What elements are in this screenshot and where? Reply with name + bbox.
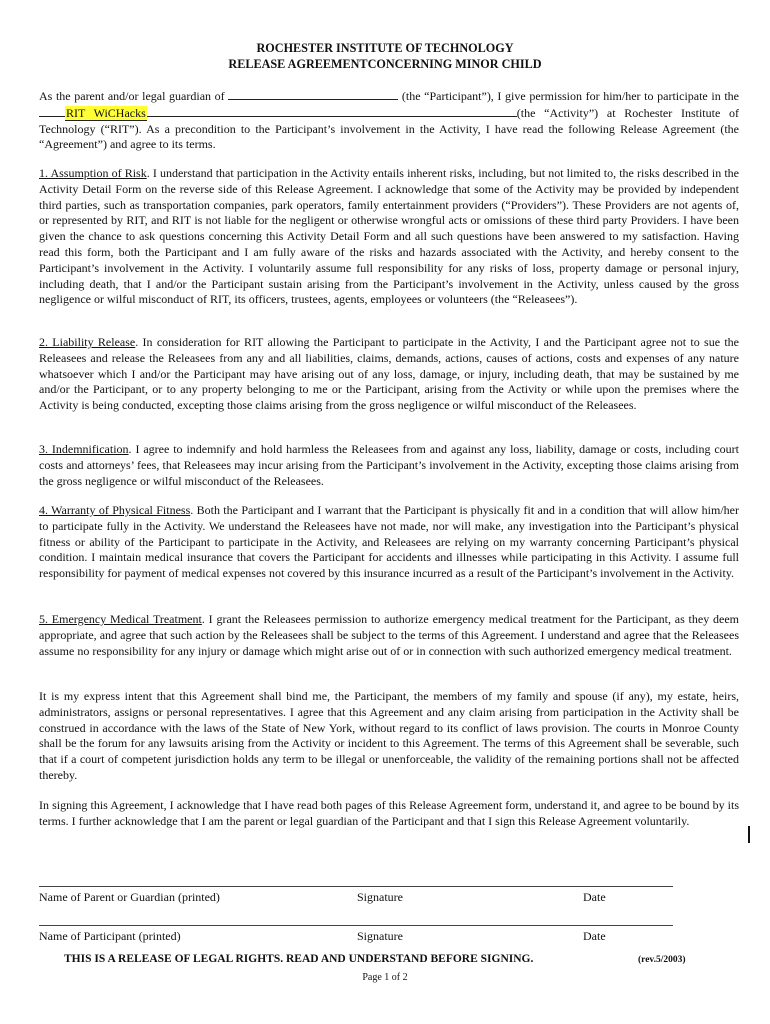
participant-signature-label: Signature (357, 929, 403, 943)
legal-notice: THIS IS A RELEASE OF LEGAL RIGHTS. READ AND UNDERSTAND BEFORE SIGNING. (64, 953, 534, 965)
intro-paragraph (39, 88, 739, 153)
section-body: . Both the Participant and I warrant that the Participant is physically fit and in a condition that will allow him/her to participate fully in the Activity. We understand the Releasees have not made, nor will make, any investigation into the Participant’s physical fitness or ability of the Participant to participate in the Activity, and Releasees are relying on my warranty concerning Participant’s physical condition. I maintain medical insurance that covers the Participant for accidents and illnesses while participating in this Activity. I assume full responsibility for payment of medical expenses not covered by this insurance incurred as a result of the Participant’s involvement in the Activity. (39, 503, 740, 581)
page-number: Page 1 of 2 (362, 972, 408, 983)
activity-name-field[interactable]: RIT WiCHacks (66, 105, 146, 120)
intro-text-a: As the parent and/or legal guardian of (39, 89, 229, 103)
institution-title: ROCHESTER INSTITUTE OF TECHNOLOGY (256, 41, 514, 55)
intent-paragraph: It is my express intent that this Agreement shall bind me, the Participant, the members of my family and spouse (if any), my estate, heirs, administrators, assigns or personal representatives. I agree that this Agreement and any claim arising from participation in the Activity shall be construed in accordance with the laws of the State of New York, without regard to its conflict of laws provision. The courts in Monroe County shall be the forum for any lawsuits arising from the Activity or incident to this Agreement. The terms of this Agreement shall be severable, such that if a court of competent jurisdiction holds any term to be illegal or unenforceable, the validity of the remaining portions shall not be affected thereby. (39, 689, 739, 782)
text-cursor (748, 826, 750, 843)
activity-field-lead (39, 105, 65, 117)
section-indemnification (39, 442, 739, 489)
parent-signature-label: Signature (357, 890, 403, 904)
participant-name-label: Name of Participant (printed) (39, 929, 181, 943)
section-heading: 5. Emergency Medical Treatment (39, 612, 202, 626)
section-emergency-medical (39, 612, 739, 659)
section-body: . I understand that participation in the Activity entails inherent risks, including, but not limited to, the risks described in the Activity Detail Form on the reverse side of this Release Agreement. I acknowledge that some of the Activity may be provided by independent third parties, such as transportation companies, park operators, family entertainment providers (“Providers”). These Providers are not agents of, or represented by RIT, and RIT is not liable for the negligent or otherwise wrongful acts or omissions of these third party Providers. I have been given the chance to ask questions concerning this Activity Detail Form and all such questions have been answered to my satisfaction. Having read this form, both the Participant and I am fully aware of the risks and hazards associated with the Activity, and hereby consent to the Participant’s involvement in the Activity. I voluntarily assume full responsibility for any risks of loss, property damage or personal injury, including death, that I and/or the Participant sustain arising from the Participant’s involvement in the Activity, unless caused by the gross negligence or wilful misconduct of RIT, its officers, trustees, agents, employees or volunteers (the “Releasees”). (39, 166, 739, 307)
section-body: . I grant the Releasees permission to authorize emergency medical treatment for the Participant, as they deem appropriate, and agree that such action by the Releasees shall be subject to the terms of this Agreement. I understand and agree that the Releasees assume no responsibility for any injury or damage which might arise out of or in connection with such authorized emergency medical treatment. (39, 612, 740, 658)
activity-field-trail (147, 105, 517, 117)
signature-line-1[interactable] (39, 886, 673, 887)
participant-name-field[interactable] (228, 88, 398, 100)
intro-text-b: (the “Participant”), I give permission for him/her to participate in the (398, 89, 739, 103)
section-body: . I agree to indemnify and hold harmless the Releasees from and against any loss, liability, damage or costs, including court costs and attorneys’ fees, that Releasees may incur arising from the Participant’s involvement in the Activity, excepting those claims arising from the gross negligence or wilful misconduct of the Releasees. (39, 442, 739, 488)
signature-line-2[interactable] (39, 925, 673, 926)
section-heading: 4. Warranty of Physical Fitness (39, 503, 191, 517)
section-warranty-physical-fitness (39, 503, 739, 582)
section-assumption-of-risk (39, 166, 739, 308)
parent-date-label: Date (583, 890, 606, 904)
section-body: . In consideration for RIT allowing the Participant to participate in the Activity, I and the Participant agree not to sue the Releasees and release the Releasees from any and all liabilities, claims, demands, actions, causes of actions, costs and expenses of any nature whatsoever which I and/or the Participant may have arising out of any loss, damage, or injury, including death, that may be sustained by me and/or the Participant, or to any property belonging to me or the Participant, arising from the Activity or while upon the premises where the Activity is being conducted, excepting those claims arising from the gross negligence or wilful misconduct of the Releasees. (39, 335, 739, 413)
acknowledge-paragraph: In signing this Agreement, I acknowledge that I have read both pages of this Release Agreement form, understand it, and agree to be bound by its terms. I further acknowledge that I am the parent or legal guardian of the Participant and that I sign this Release Agreement voluntarily. (39, 798, 739, 828)
parent-name-label: Name of Parent or Guardian (printed) (39, 890, 220, 904)
section-liability-release (39, 335, 739, 414)
section-heading: 1. Assumption of Risk (39, 166, 147, 180)
intro-text-c: (the “Activity”) at Rochester Institute of Technology (“RIT”). As a precondition to the Participant’s involvement in the Activity, I have read the following Release Agreement (the “Agreement”) and agree to its terms. (39, 105, 739, 152)
form-title: RELEASE AGREEMENTCONCERNING MINOR CHILD (228, 57, 542, 71)
section-heading: 3. Indemnification (39, 442, 129, 456)
participant-date-label: Date (583, 929, 606, 943)
revision-label: (rev.5/2003) (638, 955, 686, 965)
section-heading: 2. Liability Release (39, 335, 136, 349)
